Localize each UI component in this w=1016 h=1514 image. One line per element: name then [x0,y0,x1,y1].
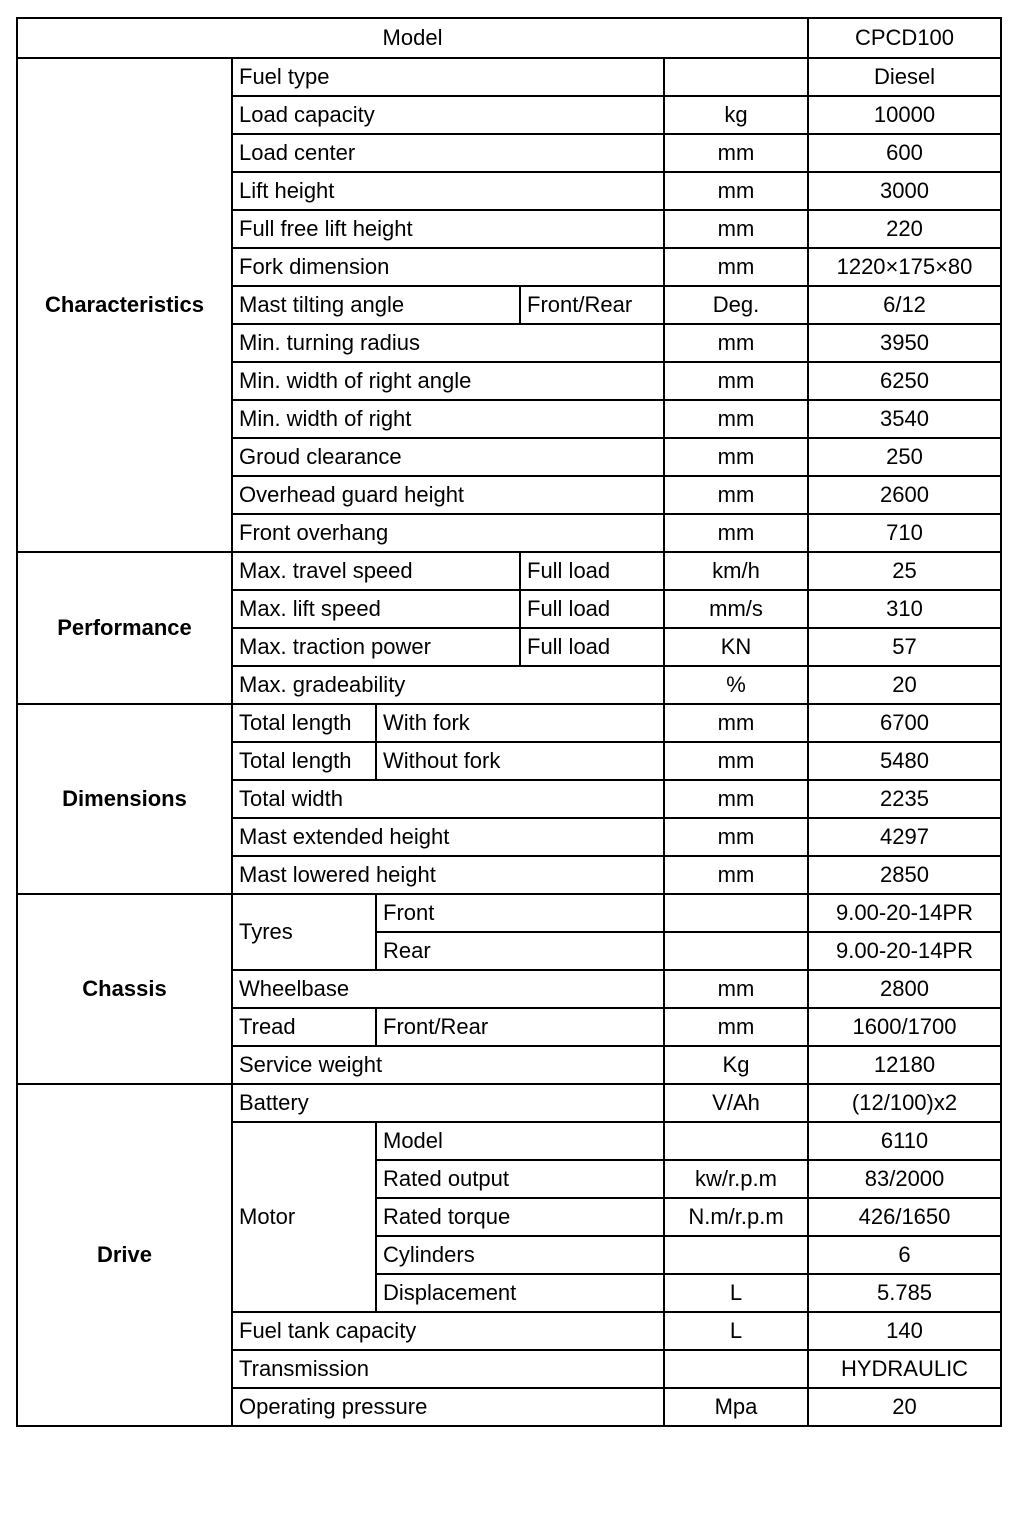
row-sublabel: Front/Rear [520,286,664,324]
row-sublabel: Full load [520,628,664,666]
row-label: Motor [232,1122,376,1312]
row-value: 12180 [808,1046,1001,1084]
table-row [17,1084,1001,1122]
row-label: Wheelbase [232,970,664,1008]
row-sublabel: With fork [376,704,664,742]
row-unit: kg [664,96,808,134]
row-unit [664,1350,808,1388]
row-value: 57 [808,628,1001,666]
row-label: Overhead guard height [232,476,664,514]
row-label: Front overhang [232,514,664,552]
row-label: Lift height [232,172,664,210]
row-value: 4297 [808,818,1001,856]
row-value: 140 [808,1312,1001,1350]
row-unit: mm [664,476,808,514]
row-value: 20 [808,1388,1001,1426]
row-value: 3000 [808,172,1001,210]
row-unit: KN [664,628,808,666]
row-label: Total length [232,704,376,742]
row-unit: km/h [664,552,808,590]
row-value: 5.785 [808,1274,1001,1312]
spec-table [16,17,1002,1427]
row-unit: N.m/r.p.m [664,1198,808,1236]
row-value: 2800 [808,970,1001,1008]
row-unit: mm [664,514,808,552]
row-unit: % [664,666,808,704]
row-label: Total length [232,742,376,780]
row-unit: mm/s [664,590,808,628]
row-unit [664,1236,808,1274]
row-value: 25 [808,552,1001,590]
row-label: Battery [232,1084,664,1122]
row-value: 600 [808,134,1001,172]
table-row [17,894,1001,932]
row-unit: mm [664,818,808,856]
row-value: 1220×175×80 [808,248,1001,286]
row-sublabel: Model [376,1122,664,1160]
row-sublabel: Without fork [376,742,664,780]
row-label: Min. width of right angle [232,362,664,400]
row-sublabel: Displacement [376,1274,664,1312]
row-label: Groud clearance [232,438,664,476]
table-row [17,58,1001,96]
row-unit: V/Ah [664,1084,808,1122]
row-value: HYDRAULIC [808,1350,1001,1388]
model-row [17,18,1001,58]
row-unit: mm [664,400,808,438]
row-value: 20 [808,666,1001,704]
row-label: Full free lift height [232,210,664,248]
row-sublabel: Full load [520,552,664,590]
row-unit: mm [664,742,808,780]
table-row [17,552,1001,590]
row-unit: mm [664,134,808,172]
row-label: Total width [232,780,664,818]
row-value: 2235 [808,780,1001,818]
model-label: Model [17,18,808,58]
row-label: Mast extended height [232,818,664,856]
model-value: CPCD100 [808,18,1001,58]
row-value: 6/12 [808,286,1001,324]
row-unit: mm [664,248,808,286]
category-performance: Performance [17,552,232,704]
row-label: Min. turning radius [232,324,664,362]
row-value: 220 [808,210,1001,248]
row-value: 6110 [808,1122,1001,1160]
row-value: 2850 [808,856,1001,894]
row-sublabel: Rated output [376,1160,664,1198]
row-label: Transmission [232,1350,664,1388]
row-label: Fuel tank capacity [232,1312,664,1350]
row-label: Operating pressure [232,1388,664,1426]
row-unit: Kg [664,1046,808,1084]
row-value: 83/2000 [808,1160,1001,1198]
row-value: 1600/1700 [808,1008,1001,1046]
row-unit [664,932,808,970]
row-value: 2600 [808,476,1001,514]
row-value: 710 [808,514,1001,552]
row-label: Max. lift speed [232,590,520,628]
row-unit: mm [664,172,808,210]
row-label: Min. width of right [232,400,664,438]
row-value: 6250 [808,362,1001,400]
row-unit: mm [664,438,808,476]
row-value: 3540 [808,400,1001,438]
row-unit: mm [664,780,808,818]
row-unit: mm [664,1008,808,1046]
row-unit: Deg. [664,286,808,324]
row-value: 6700 [808,704,1001,742]
row-sublabel: Front [376,894,664,932]
row-unit: mm [664,704,808,742]
category-drive: Drive [17,1084,232,1426]
category-dimensions: Dimensions [17,704,232,894]
row-value: Diesel [808,58,1001,96]
table-row [17,704,1001,742]
row-sublabel: Front/Rear [376,1008,664,1046]
row-value: 9.00-20-14PR [808,932,1001,970]
row-value: 3950 [808,324,1001,362]
row-label: Load center [232,134,664,172]
row-sublabel: Cylinders [376,1236,664,1274]
row-value: 6 [808,1236,1001,1274]
row-label: Max. gradeability [232,666,664,704]
row-sublabel: Rated torque [376,1198,664,1236]
row-unit: mm [664,210,808,248]
row-unit: mm [664,970,808,1008]
row-unit: Mpa [664,1388,808,1426]
row-sublabel: Rear [376,932,664,970]
row-unit: L [664,1312,808,1350]
row-value: 426/1650 [808,1198,1001,1236]
row-unit [664,58,808,96]
row-value: 5480 [808,742,1001,780]
row-value: 9.00-20-14PR [808,894,1001,932]
row-unit [664,1122,808,1160]
row-label: Mast tilting angle [232,286,520,324]
row-unit: mm [664,324,808,362]
row-value: (12/100)x2 [808,1084,1001,1122]
row-unit: kw/r.p.m [664,1160,808,1198]
row-value: 310 [808,590,1001,628]
category-chassis: Chassis [17,894,232,1084]
row-label: Mast lowered height [232,856,664,894]
row-label: Tread [232,1008,376,1046]
row-sublabel: Full load [520,590,664,628]
row-label: Fork dimension [232,248,664,286]
row-label: Tyres [232,894,376,970]
row-label: Service weight [232,1046,664,1084]
category-characteristics: Characteristics [17,58,232,552]
row-label: Fuel type [232,58,664,96]
row-label: Max. traction power [232,628,520,666]
row-label: Max. travel speed [232,552,520,590]
row-unit: mm [664,362,808,400]
row-unit: L [664,1274,808,1312]
row-unit [664,894,808,932]
row-value: 10000 [808,96,1001,134]
row-value: 250 [808,438,1001,476]
row-label: Load capacity [232,96,664,134]
row-unit: mm [664,856,808,894]
